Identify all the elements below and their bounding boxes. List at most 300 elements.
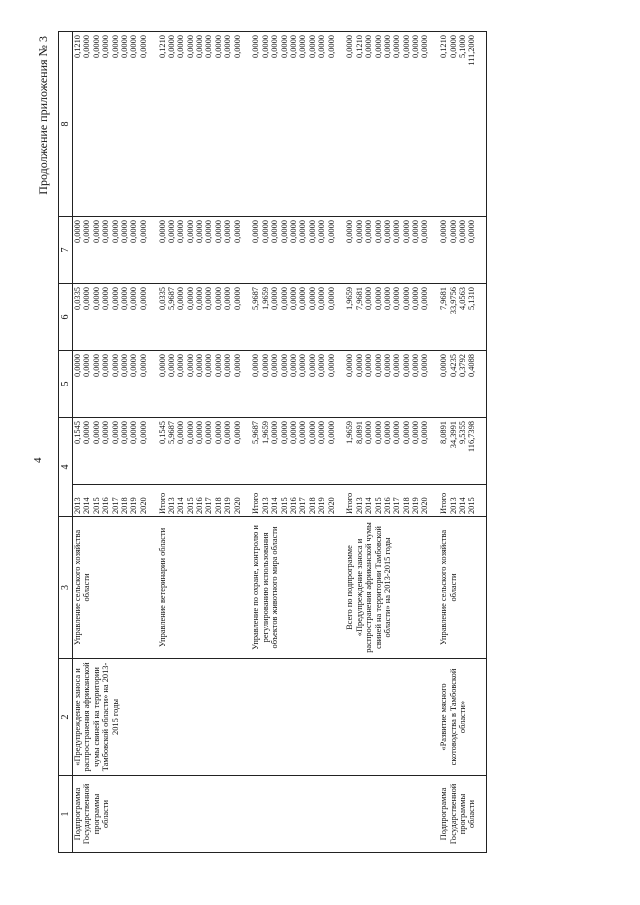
- value: 0,0000: [204, 287, 214, 311]
- column-header-row: [59, 32, 73, 853]
- value: 0,0000: [138, 220, 148, 244]
- value-cell-c4: [158, 418, 252, 485]
- value: 0,0000: [82, 220, 92, 244]
- subprogram-name-cell: [158, 659, 252, 776]
- value: 0,0000: [420, 220, 430, 244]
- executor-cell-text: Управление сельского хозяйства области: [73, 529, 92, 646]
- value: 0,0000: [288, 220, 298, 244]
- row-spacer: [336, 488, 345, 514]
- value-cell-c5: [73, 351, 158, 418]
- year-label: 2013: [448, 497, 458, 514]
- table-body: [73, 32, 487, 853]
- value-cell-c8: [158, 32, 252, 217]
- value: 0,0000: [138, 354, 148, 378]
- value-cell-c7: [345, 217, 439, 284]
- value: 0,0000: [119, 287, 129, 311]
- value: 0,0000: [185, 354, 195, 378]
- value: 0,0000: [345, 35, 355, 59]
- value: 0,0000: [213, 421, 223, 445]
- value: 0,0000: [101, 354, 111, 378]
- value: 0,0000: [420, 35, 430, 59]
- table-row: [439, 32, 486, 853]
- executor-cell: [251, 517, 345, 659]
- value: 0,0000: [364, 220, 374, 244]
- value: 0,0000: [204, 35, 214, 59]
- value: 0,0000: [82, 421, 92, 445]
- value: 0,0000: [185, 287, 195, 311]
- year-label: 2014: [364, 497, 374, 514]
- value: 0,0000: [382, 287, 392, 311]
- year-label: 2015: [279, 497, 289, 514]
- value: 0,0000: [166, 35, 176, 59]
- value: 0,0000: [317, 220, 327, 244]
- year-label: 2020: [326, 497, 336, 514]
- value: 0,0000: [307, 421, 317, 445]
- year-label: 2019: [317, 497, 327, 514]
- value: 33,9756: [448, 287, 458, 315]
- value: 0,0000: [157, 354, 167, 378]
- col-header-2: 2: [59, 659, 73, 776]
- row-spacer: [242, 488, 251, 514]
- value: 0,0000: [279, 35, 289, 59]
- value-cell-c7: [73, 217, 158, 284]
- value: 0,0000: [448, 220, 458, 244]
- value: 0,0000: [138, 421, 148, 445]
- subprogram-name-cell: [345, 659, 439, 776]
- executor-cell-text: Всего по подпрограмме «Предупреждение заноса и распространения африканской чумы свиней на территории Тамбовской области» на 2013-2015 годы: [345, 522, 392, 653]
- row-spacer: [148, 488, 157, 514]
- value: 0,0000: [382, 35, 392, 59]
- value: 0,0000: [298, 287, 308, 311]
- value-cell-c8: [345, 32, 439, 217]
- col-header-6: 6: [59, 284, 73, 351]
- value: 4,0563: [458, 287, 468, 311]
- value: 5,9687: [166, 287, 176, 311]
- col-header-3: 3: [59, 517, 73, 659]
- program-type-cell: [251, 776, 345, 853]
- subprogram-name-cell: [251, 659, 345, 776]
- row-spacer: [477, 488, 486, 514]
- year-label: 2019: [223, 497, 233, 514]
- value: 0,1210: [439, 35, 449, 59]
- value: 0,0000: [82, 287, 92, 311]
- value: 0,0000: [213, 220, 223, 244]
- value: 0,0000: [467, 220, 477, 244]
- value: 0,0000: [91, 287, 101, 311]
- value: 0,0000: [298, 354, 308, 378]
- year-cell: [73, 485, 158, 517]
- value: 0,0000: [439, 220, 449, 244]
- value: 0,0000: [185, 421, 195, 445]
- value: 0,0000: [345, 354, 355, 378]
- year-label: 2019: [411, 497, 421, 514]
- value: 0,0000: [401, 35, 411, 59]
- value: 0,0000: [317, 354, 327, 378]
- year-label: 2015: [467, 497, 477, 514]
- continuation-note: Продолжение приложения № 3: [36, 36, 50, 195]
- col-header-4: 4: [59, 418, 73, 517]
- value: 0,0000: [176, 354, 186, 378]
- value: 0,0000: [270, 220, 280, 244]
- year-label: 2017: [110, 497, 120, 514]
- value: 0,0335: [157, 287, 167, 311]
- value-cell-c7: [439, 217, 486, 284]
- value: 0,0000: [176, 35, 186, 59]
- subprogram-name-cell-text: «Развитие мясного скотоводства в Тамбовской области»: [439, 668, 468, 766]
- page-number: 4: [32, 457, 44, 463]
- value: 0,0000: [129, 421, 139, 445]
- value: 0,0000: [101, 220, 111, 244]
- value-cell-c7: [251, 217, 345, 284]
- executor-cell-text: Управление ветеринарии области: [157, 527, 167, 648]
- value: 0,0000: [448, 35, 458, 59]
- value: 0,0000: [251, 35, 261, 59]
- value: 0,3792: [458, 354, 468, 378]
- value-cell-c5: [158, 351, 252, 418]
- value: 0,0000: [166, 354, 176, 378]
- value: 0,0000: [129, 220, 139, 244]
- value: 0,0000: [101, 35, 111, 59]
- value: 0,0000: [204, 220, 214, 244]
- year-label: 2013: [166, 497, 176, 514]
- value: 0,0000: [326, 354, 336, 378]
- value: 0,0000: [392, 354, 402, 378]
- value: 0,0000: [223, 287, 233, 311]
- col-header-7: 7: [59, 217, 73, 284]
- value: 0,0000: [392, 421, 402, 445]
- value: 0,0000: [91, 421, 101, 445]
- value: 0,0000: [326, 35, 336, 59]
- value: 0,0000: [392, 35, 402, 59]
- value: 0,0000: [401, 421, 411, 445]
- year-label: Итого: [251, 492, 261, 514]
- year-label: Итого: [157, 492, 167, 514]
- value: 0,0000: [382, 421, 392, 445]
- year-label: Итого: [439, 492, 449, 514]
- value: 0,0000: [223, 220, 233, 244]
- value: 0,0000: [392, 220, 402, 244]
- value: 8,0891: [354, 421, 364, 445]
- value: 0,1545: [73, 421, 82, 445]
- value: 0,0000: [82, 35, 92, 59]
- value: 0,0000: [401, 220, 411, 244]
- col-header-1: 1: [59, 776, 73, 853]
- value: 0,0000: [411, 421, 421, 445]
- value: 0,0000: [119, 421, 129, 445]
- value: 0,0000: [213, 287, 223, 311]
- value: 0,0000: [411, 287, 421, 311]
- year-label: 2015: [185, 497, 195, 514]
- value: 0,0000: [223, 421, 233, 445]
- value: 0,0000: [129, 354, 139, 378]
- subprogram-name-cell: [439, 659, 486, 776]
- value: 0,0000: [307, 287, 317, 311]
- value: 0,0000: [110, 220, 120, 244]
- value: 0,0000: [185, 220, 195, 244]
- value: 0,0000: [213, 354, 223, 378]
- value: 0,0000: [157, 220, 167, 244]
- table-row: [73, 32, 158, 853]
- year-label: 2020: [420, 497, 430, 514]
- value: 0,0000: [195, 35, 205, 59]
- value: 5,1000: [458, 35, 468, 59]
- value: 0,0000: [232, 287, 242, 311]
- value: 1,9659: [260, 287, 270, 311]
- value: 0,0000: [288, 421, 298, 445]
- value: 0,0000: [270, 35, 280, 59]
- table-row: [158, 32, 252, 853]
- value: 0,0000: [317, 35, 327, 59]
- year-label: 2014: [270, 497, 280, 514]
- executor-cell-text: Управление сельского хозяйства области: [439, 529, 458, 646]
- value: 0,0000: [288, 354, 298, 378]
- year-label: 2015: [91, 497, 101, 514]
- value: 0,0000: [279, 421, 289, 445]
- value: 0,0000: [223, 35, 233, 59]
- value: 5,9687: [166, 421, 176, 445]
- value: 0,0000: [373, 354, 383, 378]
- value: 0,0000: [195, 220, 205, 244]
- value: 0,0000: [138, 287, 148, 311]
- value-cell-c6: [251, 284, 345, 351]
- value: 0,0000: [260, 35, 270, 59]
- value: 1,9659: [260, 421, 270, 445]
- year-label: 2017: [204, 497, 214, 514]
- value-cell-c4: [439, 418, 486, 485]
- subprogram-name-cell-text: «Предупреждение заноса и распространения африканской чумы свиней на территории Тамбовской области» на 2013-2015 годы: [73, 662, 120, 772]
- value: 0,0000: [298, 220, 308, 244]
- table-row: [251, 32, 345, 853]
- value: 0,0000: [364, 354, 374, 378]
- value: 0,0000: [204, 421, 214, 445]
- value: 0,0000: [307, 354, 317, 378]
- value: 0,0000: [345, 220, 355, 244]
- year-cell: [251, 485, 345, 517]
- value: 0,0000: [195, 421, 205, 445]
- year-label: 2016: [288, 497, 298, 514]
- value: 0,0000: [110, 287, 120, 311]
- value: 7,9681: [439, 287, 449, 311]
- value: 0,0000: [411, 354, 421, 378]
- value: 0,0000: [223, 354, 233, 378]
- value-cell-c4: [251, 418, 345, 485]
- program-type-cell-text: Подпрограмма Государственной программы области: [439, 783, 477, 845]
- value: 0,0000: [279, 354, 289, 378]
- value: 0,0000: [298, 35, 308, 59]
- subprogram-name-cell: [73, 659, 158, 776]
- year-label: 2016: [195, 497, 205, 514]
- value: 0,0000: [420, 354, 430, 378]
- value: 0,0000: [73, 354, 82, 378]
- value: 0,0000: [298, 421, 308, 445]
- value: 0,0000: [251, 220, 261, 244]
- value: 5,9687: [251, 287, 261, 311]
- col-header-5: 5: [59, 351, 73, 418]
- value: 0,0000: [373, 421, 383, 445]
- year-label: 2016: [101, 497, 111, 514]
- value: 0,0000: [373, 35, 383, 59]
- row-spacer: [430, 488, 439, 514]
- executor-cell-text: Управление по охране, контролю и регулированию использования объектов животного мира области: [251, 525, 280, 650]
- year-label: 2014: [176, 497, 186, 514]
- value-cell-c7: [158, 217, 252, 284]
- value: 0,0000: [364, 421, 374, 445]
- value: 0,0000: [82, 354, 92, 378]
- value: 0,0000: [401, 287, 411, 311]
- year-cell: [158, 485, 252, 517]
- value: 0,0000: [129, 35, 139, 59]
- year-label: 2014: [82, 497, 92, 514]
- value: 0,1545: [157, 421, 167, 445]
- value: 0,0000: [119, 354, 129, 378]
- value: 0,0000: [317, 287, 327, 311]
- value: 0,0000: [279, 287, 289, 311]
- year-label: 2017: [392, 497, 402, 514]
- value: 0,0000: [185, 35, 195, 59]
- executor-cell: [158, 517, 252, 659]
- value: 0,0000: [119, 35, 129, 59]
- value: 0,0000: [119, 220, 129, 244]
- value-cell-c4: [345, 418, 439, 485]
- value: 111,2000: [467, 35, 477, 66]
- value: 0,0000: [326, 220, 336, 244]
- value: 0,1210: [157, 35, 167, 59]
- value: 0,0000: [401, 354, 411, 378]
- value: 0,0000: [91, 220, 101, 244]
- value: 0,0000: [279, 220, 289, 244]
- value: 0,0000: [251, 354, 261, 378]
- value-cell-c8: [439, 32, 486, 217]
- value: 0,4088: [467, 354, 477, 378]
- year-cell: [439, 485, 486, 517]
- value: 0,0000: [110, 35, 120, 59]
- value: 0,0000: [73, 220, 82, 244]
- value: 0,0000: [364, 287, 374, 311]
- year-label: 2019: [129, 497, 139, 514]
- year-label: 2016: [382, 497, 392, 514]
- value: 0,0000: [307, 35, 317, 59]
- value-cell-c4: [73, 418, 158, 485]
- year-label: 2020: [138, 497, 148, 514]
- value: 0,0000: [204, 354, 214, 378]
- executor-cell: [345, 517, 439, 659]
- program-type-cell: [158, 776, 252, 853]
- value: 0,0000: [458, 220, 468, 244]
- value: 0,0000: [176, 421, 186, 445]
- year-label: 2018: [401, 497, 411, 514]
- executor-cell: [439, 517, 486, 659]
- value: 0,0000: [326, 287, 336, 311]
- value: 0,0000: [176, 287, 186, 311]
- value: 0,0000: [232, 35, 242, 59]
- value: 0,4235: [448, 354, 458, 378]
- value: 0,0000: [382, 220, 392, 244]
- value: 0,0000: [411, 35, 421, 59]
- value: 0,0000: [288, 35, 298, 59]
- col-header-8: 8: [59, 32, 73, 217]
- value: 0,0000: [411, 220, 421, 244]
- value: 0,0000: [270, 287, 280, 311]
- value: 9,5355: [458, 421, 468, 445]
- value: 0,0000: [91, 354, 101, 378]
- value: 0,0000: [354, 354, 364, 378]
- year-label: 2013: [354, 497, 364, 514]
- value-cell-c8: [73, 32, 158, 217]
- value: 5,9687: [251, 421, 261, 445]
- value: 0,0000: [195, 354, 205, 378]
- year-cell: [345, 485, 439, 517]
- budget-table: [58, 31, 487, 853]
- value: 0,0000: [326, 421, 336, 445]
- value: 0,0000: [317, 421, 327, 445]
- table-row: [345, 32, 439, 853]
- value: 0,0000: [213, 35, 223, 59]
- year-label: 2013: [260, 497, 270, 514]
- year-label: 2013: [73, 497, 82, 514]
- value-cell-c6: [439, 284, 486, 351]
- value: 0,0335: [73, 287, 82, 311]
- value: 0,0000: [176, 220, 186, 244]
- value-cell-c6: [345, 284, 439, 351]
- value: 0,1210: [73, 35, 82, 59]
- value: 0,0000: [288, 287, 298, 311]
- value-cell-c6: [158, 284, 252, 351]
- value: 0,0000: [232, 220, 242, 244]
- value: 0,0000: [101, 421, 111, 445]
- value: 7,9681: [354, 287, 364, 311]
- value: 0,0000: [270, 421, 280, 445]
- year-label: 2015: [373, 497, 383, 514]
- program-type-cell: [73, 776, 158, 853]
- value: 0,0000: [373, 220, 383, 244]
- value: 0,0000: [307, 220, 317, 244]
- value: 0,0000: [166, 220, 176, 244]
- program-type-cell: [345, 776, 439, 853]
- year-label: 2018: [119, 497, 129, 514]
- value: 0,0000: [91, 35, 101, 59]
- year-label: Итого: [345, 492, 355, 514]
- value: 0,0000: [420, 287, 430, 311]
- program-type-cell-text: Подпрограмма Государственной программы области: [73, 783, 111, 845]
- value: 0,0000: [129, 287, 139, 311]
- value: 34,3991: [448, 421, 458, 449]
- value: 0,0000: [420, 421, 430, 445]
- value: 0,0000: [392, 287, 402, 311]
- value: 0,0000: [232, 421, 242, 445]
- value: 0,0000: [101, 287, 111, 311]
- value: 0,0000: [373, 287, 383, 311]
- executor-cell: [73, 517, 158, 659]
- year-label: 2020: [232, 497, 242, 514]
- program-type-cell: [439, 776, 486, 853]
- value: 0,0000: [110, 421, 120, 445]
- value-cell-c5: [439, 351, 486, 418]
- year-label: 2014: [458, 497, 468, 514]
- value: 0,0000: [260, 220, 270, 244]
- value: 0,0000: [354, 220, 364, 244]
- value: 0,0000: [382, 354, 392, 378]
- year-label: 2017: [298, 497, 308, 514]
- value-cell-c5: [345, 351, 439, 418]
- value: 5,1310: [467, 287, 477, 311]
- value: 0,0000: [110, 354, 120, 378]
- value-cell-c5: [251, 351, 345, 418]
- value: 0,0000: [270, 354, 280, 378]
- value: 0,0000: [439, 354, 449, 378]
- value: 8,0891: [439, 421, 449, 445]
- value: 0,0000: [138, 35, 148, 59]
- value: 1,9659: [345, 287, 355, 311]
